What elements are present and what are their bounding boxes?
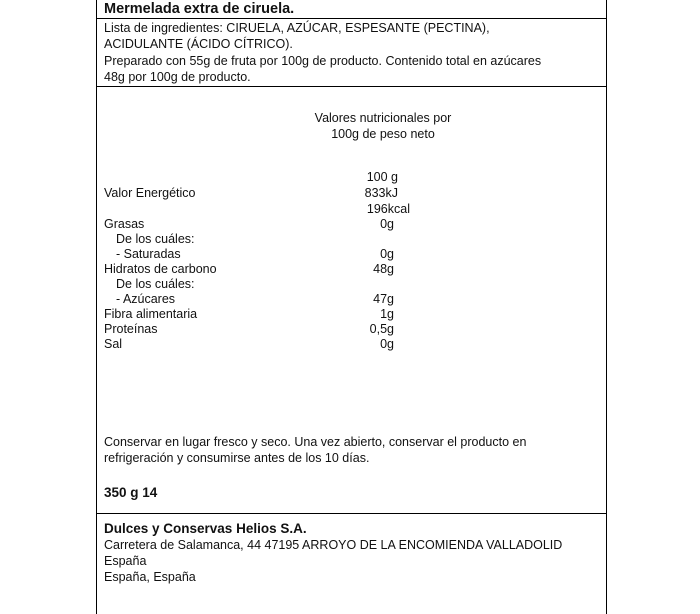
- nutrition-header: 100g de peso neto: [331, 127, 435, 141]
- divider: [96, 513, 607, 514]
- nutrition-row-label: Proteínas: [104, 322, 158, 336]
- nutrition-row-label: Grasas: [104, 217, 145, 231]
- nutrition-row-value: 1g: [380, 307, 394, 321]
- ingredients-text: ACIDULANTE (ÁCIDO CÍTRICO).: [104, 37, 293, 51]
- storage-text: Conservar en lugar fresco y seco. Una vez abierto, conservar el producto en: [104, 435, 527, 449]
- nutrition-row-value: 0,5g: [369, 322, 394, 336]
- nutrition-row-value: 833kJ: [364, 186, 398, 200]
- product-title: Mermelada extra de ciruela.: [104, 1, 295, 17]
- nutrition-row-label: Valor Energético: [104, 186, 196, 200]
- nutrition-header: Valores nutricionales por: [314, 111, 452, 125]
- nutrition-row-label: De los cuáles:: [116, 277, 195, 291]
- nutrition-row-label: De los cuáles:: [116, 232, 195, 246]
- company-address: Carretera de Salamanca, 44 47195 ARROYO DE LA ENCOMIENDA VALLADOLID: [104, 538, 563, 552]
- nutrition-row-label: - Azúcares: [116, 292, 176, 306]
- nutrition-row-value: 196kcal: [366, 202, 410, 216]
- company-name: Dulces y Conservas Helios S.A.: [104, 521, 307, 536]
- prepared-text: Preparado con 55g de fruta por 100g de producto. Contenido total en azúcares: [104, 54, 542, 68]
- company-address: España, España: [104, 570, 196, 584]
- nutrition-row-label: Sal: [104, 337, 123, 351]
- nutrition-row-value: 0g: [380, 247, 394, 261]
- nutrition-row-label: Hidratos de carbono: [104, 262, 217, 276]
- prepared-text: 48g por 100g de producto.: [104, 70, 251, 84]
- company-address: España: [104, 554, 147, 568]
- nutrition-column-header: 100 g: [366, 170, 398, 184]
- divider: [96, 86, 607, 87]
- storage-text: refrigeración y consumirse antes de los 10 días.: [104, 451, 370, 465]
- nutrition-row-label: - Saturadas: [116, 247, 181, 261]
- ingredients-text: Lista de ingredientes: CIRUELA, AZÚCAR, ESPESANTE (PECTINA),: [104, 21, 490, 35]
- nutrition-row-label: Fibra alimentaria: [104, 307, 198, 321]
- nutrition-row-value: 0g: [380, 337, 394, 351]
- net-weight: 350 g 14: [104, 485, 158, 500]
- nutrition-row-value: 0g: [380, 217, 394, 231]
- nutrition-row-value: 48g: [373, 262, 394, 276]
- divider: [96, 18, 607, 19]
- nutrition-row-value: 47g: [373, 292, 394, 306]
